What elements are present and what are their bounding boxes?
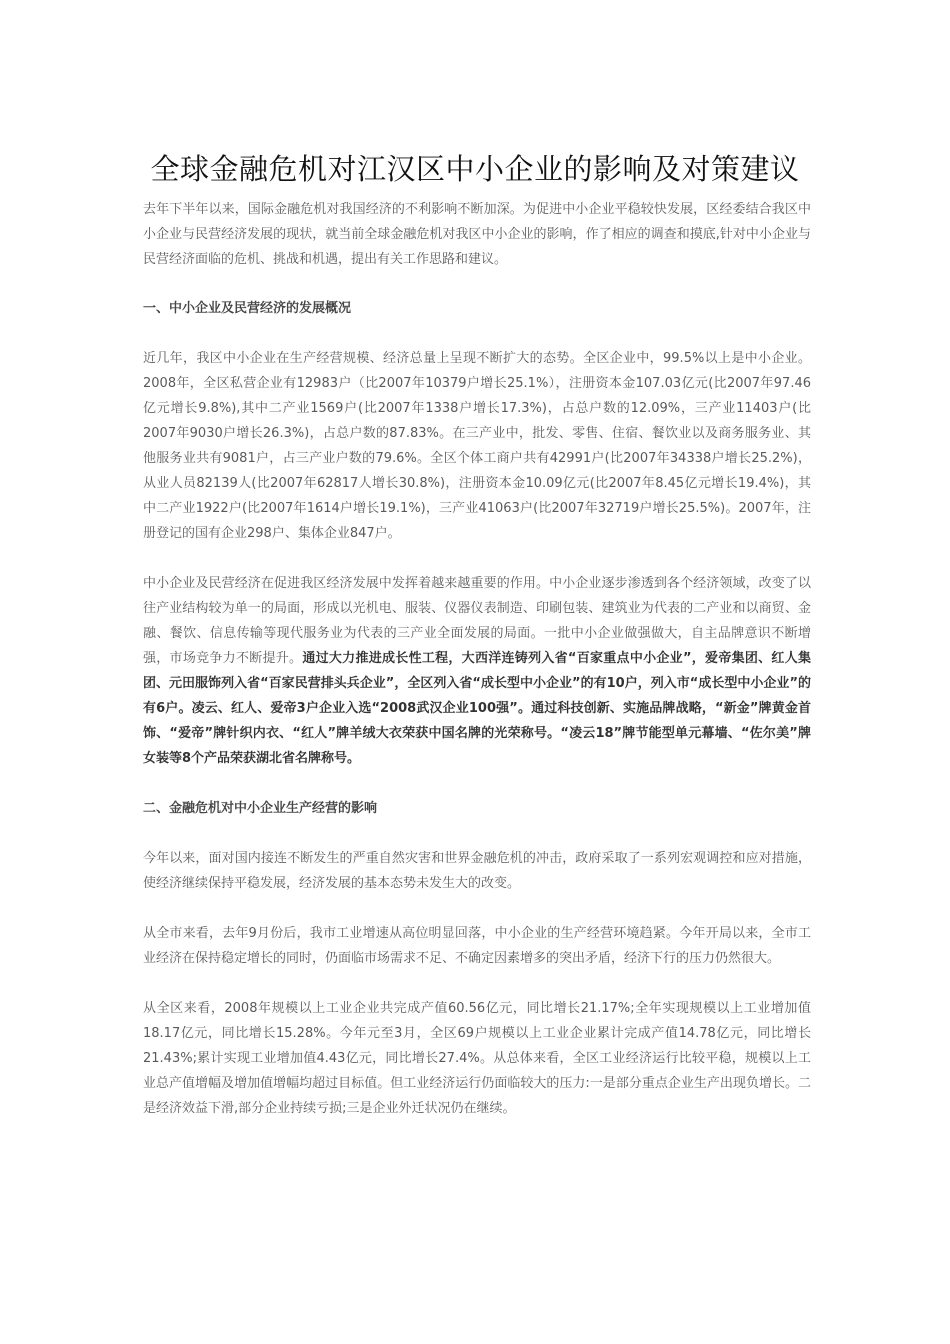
document-title: 全球金融危机对江汉区中小企业的影响及对策建议 [150,152,800,187]
section-1-paragraph-1: 近几年，我区中小企业在生产经营规模、经济总量上呈现不断扩大的态势。全区企业中，99.5%以上是中小企业。2008年，全区私营企业有12983户（比2007年10379户增长25.1%），注册资本金107.03亿元(比2007年97.46亿元增长9.8%),其中二产业1569户(比2007年1338户增长17.3%)，占总户数的12.09%，三产业11403户(比2007年9030户增长26.3%)，占总户数的87.83%。在三产业中，批发、零售、住宿、餐饮业以及商务服务业、其他服务业共有9081户，占三产业户数的79.6%。全区个体工商户共有42991户(比2007年34338户增长25.2%)，从业人员82139人(比2007年62817人增长30.8%)，注册资本金10.09亿元(比2007年8.45亿元增长19.4%)，其中二产业1922户(比2007年1614户增长19.1%)，三产业41063户(比2007年32719户增长25.5%)。2007年，注册登记的国有企业298户、集体企业847户。 [143,351,811,541]
document-body [143,197,811,1121]
section-1-paragraph-2 [143,571,811,771]
intro-paragraph: 去年下半年以来，国际金融危机对我国经济的不利影响不断加深。为促进中小企业平稳较快发展，区经委结合我区中小企业与民营经济发展的现状，就当前全球金融危机对我区中小企业的影响，作了相应的调查和摸底,针对中小企业与民营经济面临的危机、挑战和机遇，提出有关工作思路和建议。 [143,202,811,267]
section-2-paragraph-1: 今年以来，面对国内接连不断发生的严重自然灾害和世界金融危机的冲击，政府采取了一系列宏观调控和应对措施，使经济继续保持平稳发展，经济发展的基本态势未发生大的改变。 [143,851,811,891]
section-1-paragraph-2-bold: 通过大力推进成长性工程，大西洋连铸列入省“百家重点中小企业”，爱帝集团、红人集团、元田服饰列入省“百家民营排头兵企业”，全区列入省“成长型中小企业”的有10户，列入市“成长型中小企业”的有6户。凌云、红人、爱帝3户企业入选“2008武汉企业100强”。通过科技创新、实施品牌战略，“新金”牌黄金首饰、“爱帝”牌针织内衣、“红人”牌羊绒大衣荣获中国名牌的光荣称号。“凌云18”牌节能型单元幕墙、“佐尔美”牌女装等8个产品荣获湖北省名牌称号。 [143,651,811,766]
section-1-paragraph-2-normal: 中小企业及民营经济在促进我区经济发展中发挥着越来越重要的作用。中小企业逐步渗透到各个经济领域，改变了以往产业结构较为单一的局面，形成以光机电、服装、仪器仪表制造、印刷包装、建筑业为代表的二产业和以商贸、金融、餐饮、信息传输等现代服务业为代表的三产业全面发展的局面。一批中小企业做强做大，自主品牌意识不断增强，市场竞争力不断提升。 [143,576,811,666]
section-2-paragraph-2: 从全市来看，去年9月份后，我市工业增速从高位明显回落，中小企业的生产经营环境趋紧。今年开局以来，全市工业经济在保持稳定增长的同时，仍面临市场需求不足、不确定因素增多的突出矛盾，经济下行的压力仍然很大。 [143,926,811,966]
section-2-paragraph-3: 从全区来看，2008年规模以上工业企业共完成产值60.56亿元，同比增长21.17%;全年实现规模以上工业增加值18.17亿元，同比增长15.28%。今年元至3月，全区69户规模以上工业企业累计完成产值14.78亿元，同比增长21.43%;累计实现工业增加值4.43亿元，同比增长27.4%。从总体来看，全区工业经济运行比较平稳，规模以上工业总产值增幅及增加值增幅均超过目标值。但工业经济运行仍面临较大的压力:一是部分重点企业生产出现负增长。二是经济效益下滑,部分企业持续亏损;三是企业外迁状况仍在继续。 [143,1001,811,1116]
section-1-heading: 一、中小企业及民营经济的发展概况 [143,301,352,316]
section-2-heading: 二、金融危机对中小企业生产经营的影响 [143,801,378,816]
